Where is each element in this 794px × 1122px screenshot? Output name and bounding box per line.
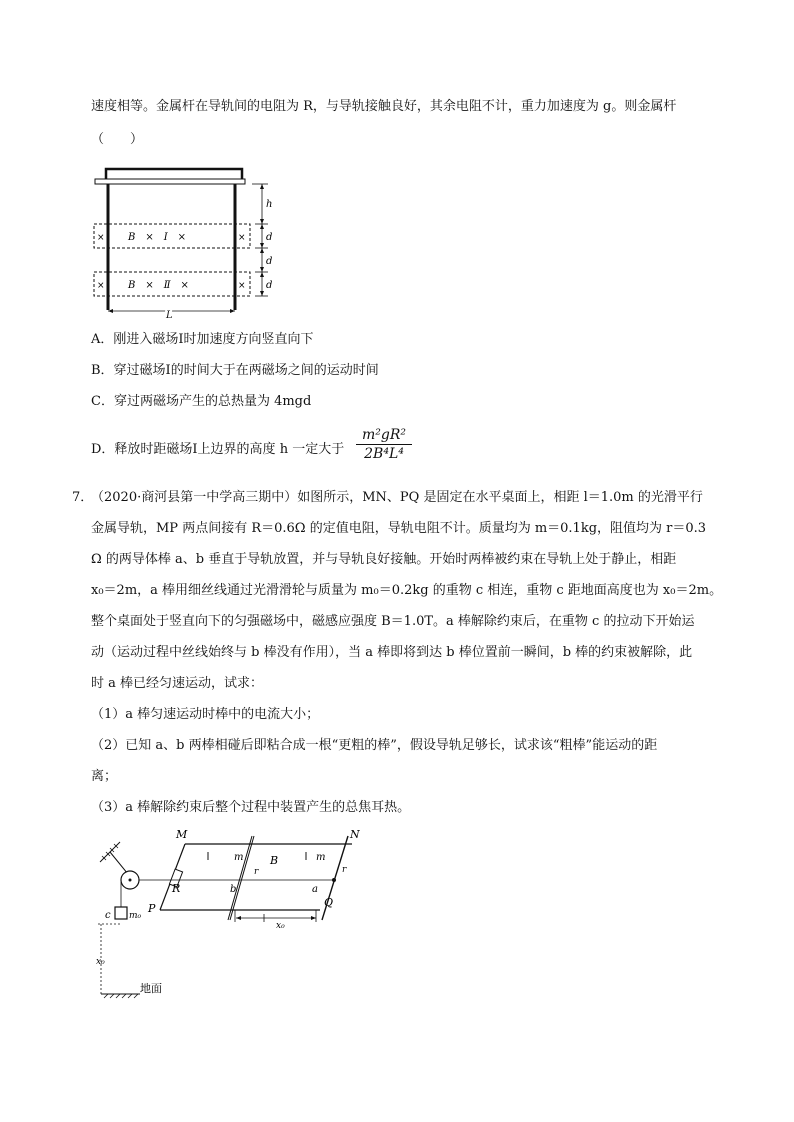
answer-paren: （ ） bbox=[91, 132, 144, 147]
fraction-numerator: m²gR² bbox=[361, 427, 406, 443]
label-ground: 地面 bbox=[140, 982, 162, 995]
label-m-a: m bbox=[316, 852, 326, 863]
sub-question-3: （3）a 棒解除约束后整个过程中装置产生的总焦耳热。 bbox=[91, 800, 411, 815]
cross-mark: × bbox=[238, 281, 246, 291]
label-N: N bbox=[350, 828, 360, 841]
option-d: D．释放时距磁场Ⅰ上边界的高度 h 一定大于 bbox=[91, 442, 345, 457]
question-7-number: 7． bbox=[72, 490, 94, 505]
question-7-line: 整个桌面处于竖直向下的匀强磁场中，磁感应强度 B＝1.0T。a 棒解除约束后，在重物 c 的拉动下开始运 bbox=[91, 614, 695, 629]
option-b: B．穿过磁场Ⅰ的时间大于在两磁场之间的运动时间 bbox=[91, 363, 379, 378]
label-r-b: r bbox=[254, 867, 259, 877]
label-m0: m₀ bbox=[129, 911, 142, 921]
label-Q: Q bbox=[324, 896, 334, 909]
label-M: M bbox=[176, 828, 188, 841]
figure-magnetic-fields bbox=[90, 165, 290, 325]
weight-c bbox=[115, 907, 127, 919]
label-c: c bbox=[105, 910, 111, 921]
label-P: P bbox=[148, 902, 156, 915]
label-x0: x₀ bbox=[276, 921, 285, 931]
question-7-line: x₀＝2m，a 棒用细丝线通过光滑滑轮与质量为 m₀＝0.2kg 的重物 c 相连，重物 c 距地面高度也为 x₀＝2m。 bbox=[91, 583, 723, 598]
sub-question-2-cont: 离； bbox=[91, 769, 118, 784]
label-a: a bbox=[312, 884, 318, 895]
question-7-line: 时 a 棒已经匀速运动，试求： bbox=[91, 676, 264, 691]
question-7-line: 金属导轨，MP 两点间接有 R＝0.6Ω 的定值电阻，导轨电阻不计。质量均为 m＝0.1kg，阻值均为 r＝0.3 bbox=[91, 521, 707, 536]
label-r-a: r bbox=[342, 865, 347, 875]
rod-b bbox=[228, 836, 252, 920]
label-x0-vertical: x₀ bbox=[96, 957, 105, 967]
label-d: d bbox=[266, 256, 273, 267]
label-b: b bbox=[230, 884, 237, 895]
label-R: R bbox=[172, 882, 181, 895]
cross-mark: × bbox=[238, 233, 246, 243]
field-2-label: B × Ⅱ × bbox=[128, 280, 189, 291]
field-1-label: B × Ⅰ × bbox=[128, 232, 187, 243]
option-c: C．穿过两磁场产生的总热量为 4mgd bbox=[91, 394, 312, 409]
fraction-denominator: 2B⁴L⁴ bbox=[364, 446, 404, 462]
cross-mark: × bbox=[97, 233, 105, 243]
label-h: h bbox=[266, 199, 273, 210]
label-m-b: m bbox=[234, 852, 244, 863]
question-7-line: 动（运动过程中丝线始终与 b 棒没有作用），当 a 棒即将到达 b 棒位置前一瞬间，b 棒的约束被解除，此 bbox=[91, 645, 693, 660]
cross-mark: × bbox=[97, 281, 105, 291]
label-L: L bbox=[166, 310, 173, 321]
sub-question-2: （2）已知 a、b 两棒相碰后即粘合成一根“更粗的棒”，假设导轨足够长，试求该“粗棒”能运动的距 bbox=[91, 738, 658, 753]
question-7-line: （2020·商河县第一中学高三期中）如图所示，MN、PQ 是固定在水平桌面上，相距 l＝1.0m 的光滑平行 bbox=[91, 490, 703, 505]
option-a: A．刚进入磁场Ⅰ时加速度方向竖直向下 bbox=[91, 332, 314, 347]
label-d: d bbox=[266, 280, 273, 291]
option-d-fraction bbox=[356, 427, 412, 462]
label-d: d bbox=[266, 232, 273, 243]
figure-rails-pulley bbox=[90, 822, 370, 1002]
sub-question-1: （1）a 棒匀速运动时棒中的电流大小； bbox=[91, 707, 320, 722]
label-B: B bbox=[270, 854, 279, 867]
intro-line: 速度相等。金属杆在导轨间的电阻为 R，与导轨接触良好，其余电阻不计，重力加速度为 g。则金属杆 bbox=[91, 99, 677, 114]
question-7-line: Ω 的两导体棒 a、b 垂直于导轨放置，并与导轨良好接触。开始时两棒被约束在导轨上处于静止，相距 bbox=[91, 552, 677, 567]
